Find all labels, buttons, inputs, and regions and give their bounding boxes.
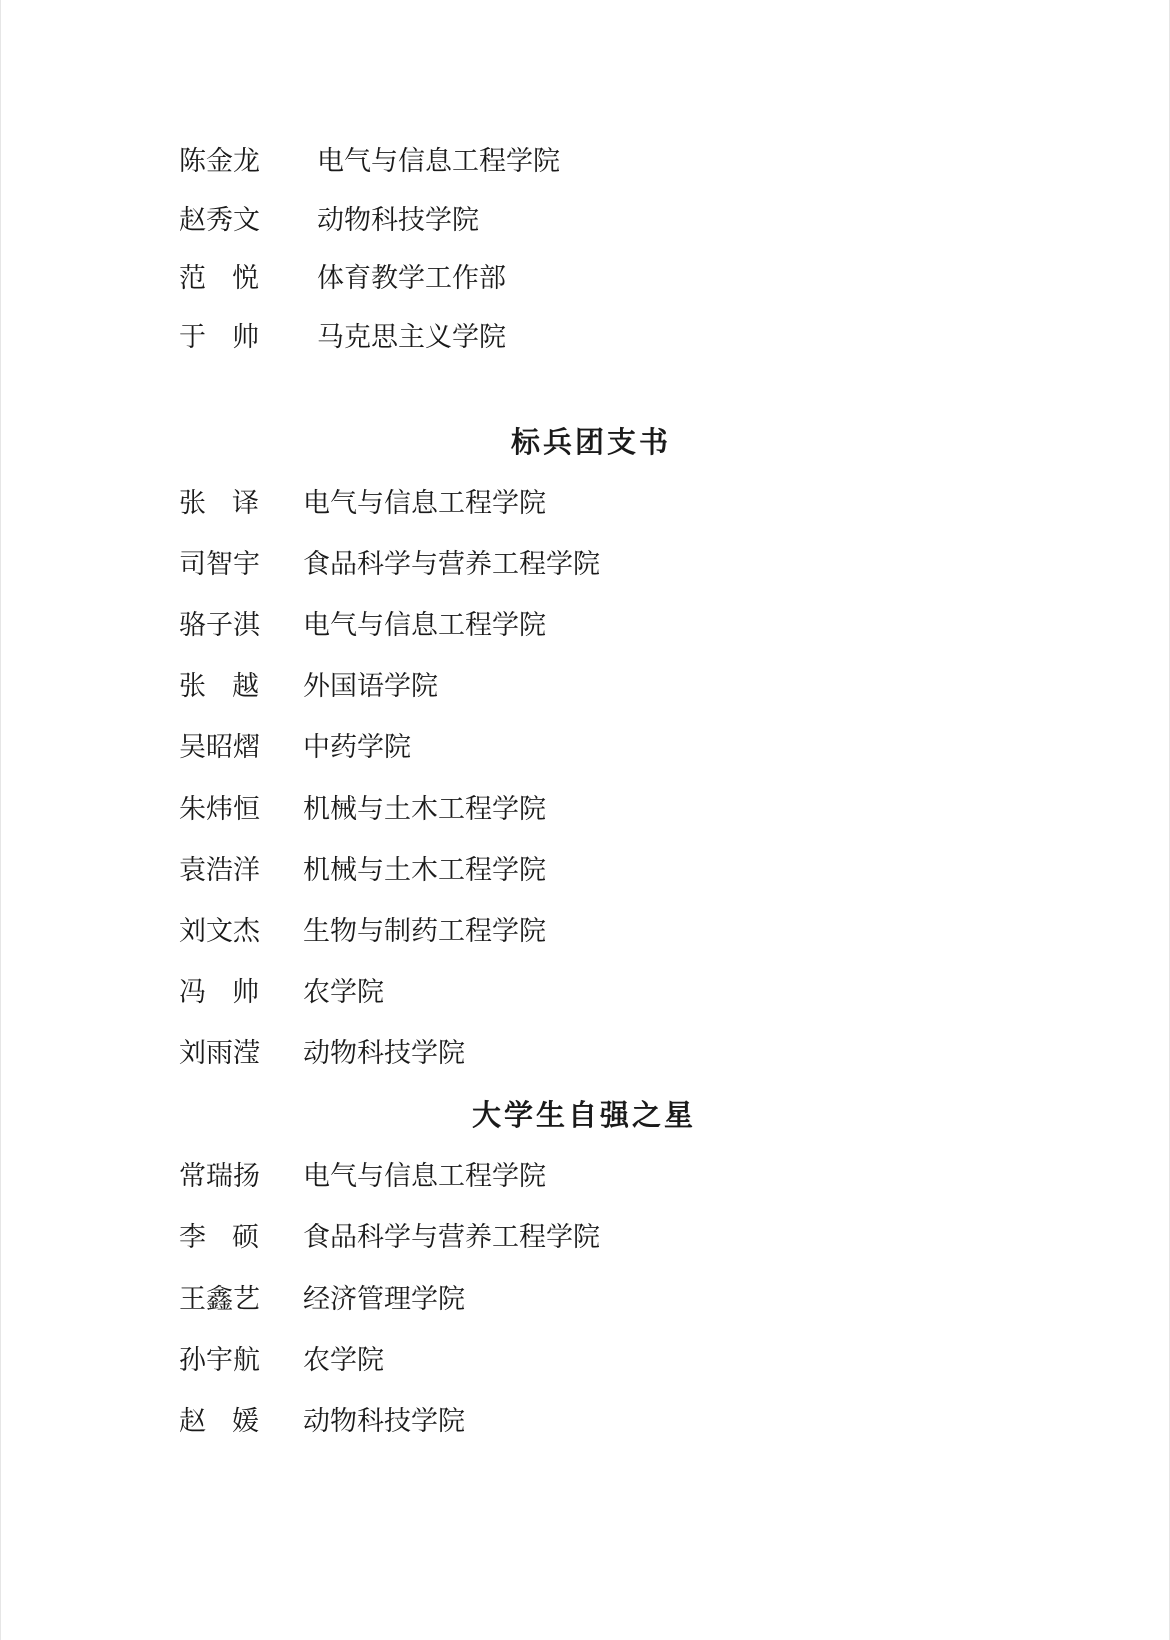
department-name: 食品科学与营养工程学院	[303, 549, 600, 580]
department-name: 农学院	[303, 1345, 384, 1376]
list-item	[179, 912, 546, 952]
person-name: 张译	[179, 488, 285, 519]
department-name: 体育教学工作部	[317, 263, 506, 294]
department-name: 生物与制药工程学院	[303, 916, 546, 947]
person-name: 骆子淇	[179, 610, 260, 641]
list-item	[179, 667, 438, 707]
department-name: 电气与信息工程学院	[303, 610, 546, 641]
list-item	[179, 1402, 465, 1442]
person-name: 王鑫艺	[179, 1284, 260, 1315]
section-heading: 大学生自强之星	[471, 1098, 696, 1132]
person-name: 冯帅	[179, 977, 285, 1008]
list-item	[179, 545, 600, 585]
list-item	[179, 728, 411, 768]
person-name: 袁浩洋	[179, 855, 260, 886]
list-item	[179, 259, 506, 299]
list-item	[179, 606, 546, 646]
department-name: 外国语学院	[303, 671, 438, 702]
department-name: 机械与土木工程学院	[303, 855, 546, 886]
section-heading: 标兵团支书	[510, 425, 671, 459]
person-name: 赵秀文	[179, 205, 260, 236]
list-item	[179, 201, 479, 241]
department-name: 电气与信息工程学院	[303, 1161, 546, 1192]
list-item	[179, 973, 384, 1013]
department-name: 中药学院	[303, 732, 411, 763]
person-name: 李硕	[179, 1222, 285, 1253]
department-name: 动物科技学院	[317, 205, 479, 236]
department-name: 机械与土木工程学院	[303, 794, 546, 825]
person-name: 孙宇航	[179, 1345, 260, 1376]
person-name: 张越	[179, 671, 285, 702]
list-item	[179, 1157, 546, 1197]
person-name: 范悦	[179, 263, 285, 294]
department-name: 食品科学与营养工程学院	[303, 1222, 600, 1253]
department-name: 经济管理学院	[303, 1284, 465, 1315]
list-item	[179, 318, 506, 358]
list-item	[179, 1218, 600, 1258]
person-name: 刘雨滢	[179, 1038, 260, 1069]
list-item	[179, 851, 546, 891]
person-name: 赵媛	[179, 1406, 285, 1437]
person-name: 陈金龙	[179, 146, 260, 177]
list-item	[179, 142, 560, 182]
person-name: 于帅	[179, 322, 285, 353]
department-name: 电气与信息工程学院	[317, 146, 560, 177]
department-name: 马克思主义学院	[317, 322, 506, 353]
list-item	[179, 790, 546, 830]
list-item	[179, 484, 546, 524]
person-name: 吴昭熠	[179, 732, 260, 763]
list-item	[179, 1341, 384, 1381]
department-name: 农学院	[303, 977, 384, 1008]
department-name: 电气与信息工程学院	[303, 488, 546, 519]
department-name: 动物科技学院	[303, 1038, 465, 1069]
list-item	[179, 1280, 465, 1320]
person-name: 朱炜恒	[179, 794, 260, 825]
department-name: 动物科技学院	[303, 1406, 465, 1437]
person-name: 常瑞扬	[179, 1161, 260, 1192]
list-item	[179, 1034, 465, 1074]
person-name: 刘文杰	[179, 916, 260, 947]
person-name: 司智宇	[179, 549, 260, 580]
